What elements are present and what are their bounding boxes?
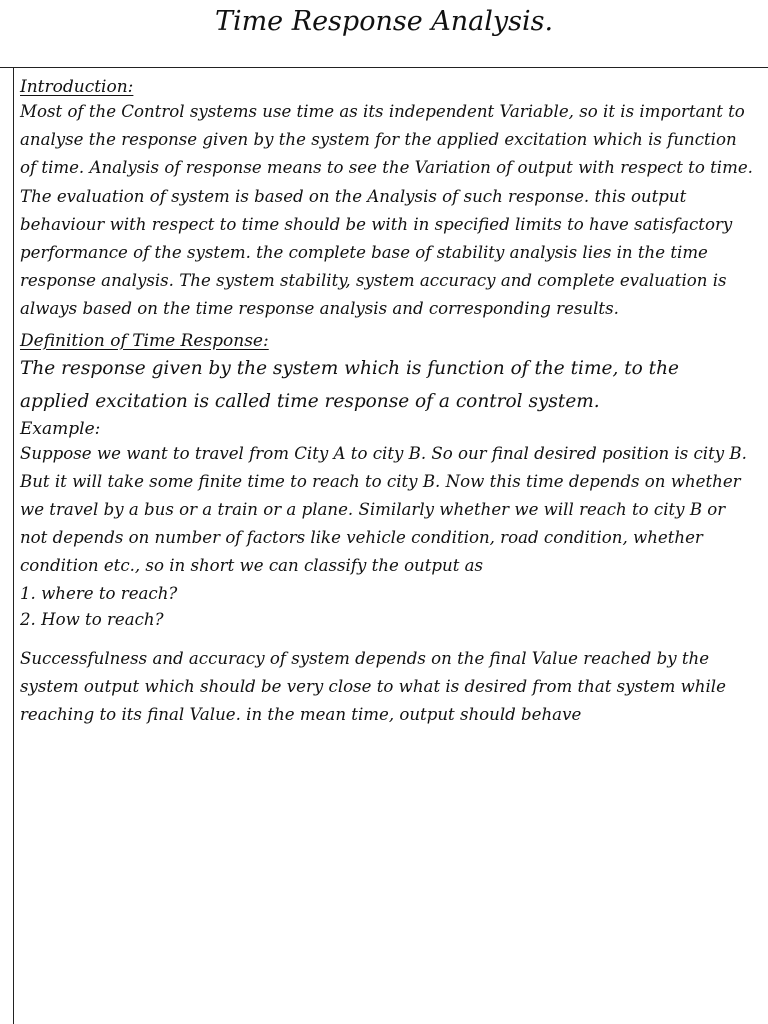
- notes-body: [20, 76, 754, 729]
- header-rule: [0, 67, 768, 68]
- example-heading: Example:: [20, 418, 101, 439]
- example-paragraph: Suppose we want to travel from City A to city B. So our final desired position is city B. But it will take some finite time to reach to city B. Now this time depends on whether we travel by a bus or a train or a plane. Similarly whether we will reach to city B or not depends on number of factors like vehicle condition, road condition, whether condition etc., so in short we can classify the output as: [20, 443, 747, 576]
- definition-heading: Definition of Time Response:: [20, 330, 269, 351]
- page-title: Time Response Analysis.: [214, 6, 554, 37]
- intro-heading: Introduction:: [20, 77, 134, 97]
- definition-paragraph: The response given by the system which is function of the time, to the applied excitation is called time response of a control system.: [20, 357, 679, 412]
- intro-paragraph: Most of the Control systems use time as its independent Variable, so it is important to analyse the response given by the system for the applied excitation which is function of time. Analysis of response means to see the Variation of output with respect to time. The evaluation of system is based on the Analysis of such response. this output behaviour with respect to time should be with in specified limits to have satisfactory performance of the system. the complete base of stability analysis lies in the time response analysis. The system stability, system accuracy and complete evaluation is always based on the time response analysis and corresponding results.: [20, 102, 753, 319]
- list-item-2: 2. How to reach?: [20, 609, 164, 629]
- margin-line: [13, 67, 14, 1024]
- closing-paragraph: Successfulness and accuracy of system depends on the final Value reached by the system output which should be very close to what is desired from that system while reaching to its final Value. in the mean time, output should behave: [20, 648, 726, 725]
- list-item-1: 1. where to reach?: [20, 583, 178, 603]
